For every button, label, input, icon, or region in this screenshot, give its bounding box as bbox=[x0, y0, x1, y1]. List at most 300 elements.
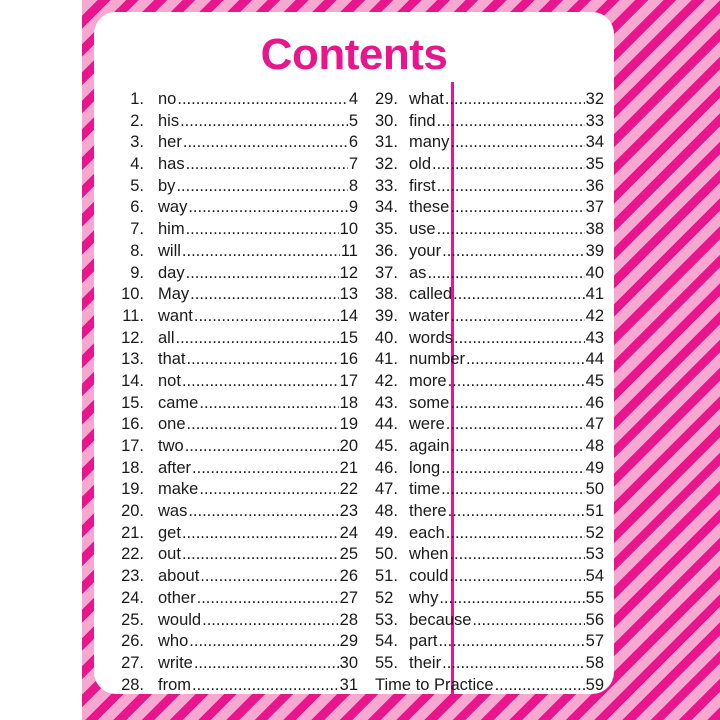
entry-number: 48. bbox=[375, 502, 398, 521]
dot-leader bbox=[442, 242, 585, 261]
entry-word: way bbox=[158, 198, 188, 217]
entry-page-number: 38 bbox=[585, 220, 604, 239]
entry-body bbox=[409, 372, 604, 391]
dot-leader bbox=[432, 155, 585, 174]
entry-body bbox=[158, 545, 358, 564]
entry-number: 12. bbox=[121, 328, 144, 347]
entry-page-number: 13 bbox=[339, 285, 358, 304]
contents-entry bbox=[94, 112, 364, 134]
entry-word: get bbox=[158, 523, 181, 542]
entry-number: 19. bbox=[121, 480, 144, 499]
entry-number: 52 bbox=[375, 588, 394, 607]
entry-body bbox=[158, 155, 358, 174]
dot-leader bbox=[442, 654, 585, 673]
dot-leader bbox=[199, 480, 338, 499]
entry-word: out bbox=[158, 545, 181, 564]
entry-number: 55. bbox=[375, 653, 398, 672]
entry-number: 11. bbox=[122, 306, 144, 325]
entry-page-number: 43 bbox=[585, 328, 604, 347]
entry-body bbox=[409, 567, 604, 586]
entry-word: one bbox=[158, 415, 186, 434]
entry-number: 49. bbox=[375, 523, 398, 542]
entry-page-number: 53 bbox=[585, 545, 604, 564]
contents-entry bbox=[375, 524, 606, 546]
entry-page-number: 54 bbox=[585, 567, 604, 586]
dot-leader bbox=[450, 198, 584, 217]
entry-number: 16. bbox=[121, 415, 144, 434]
dot-leader bbox=[446, 415, 585, 434]
entry-word: would bbox=[158, 610, 202, 629]
entry-number: 23. bbox=[121, 567, 144, 586]
entry-word: part bbox=[409, 632, 438, 651]
dot-leader bbox=[427, 264, 584, 283]
entry-number: 54. bbox=[375, 632, 398, 651]
contents-entry bbox=[94, 155, 364, 177]
dot-leader bbox=[450, 307, 584, 326]
contents-entry bbox=[94, 459, 364, 481]
entry-number: 47. bbox=[375, 480, 398, 499]
contents-entry bbox=[94, 415, 364, 437]
entry-word: him bbox=[158, 220, 185, 239]
entry-page-number: 42 bbox=[585, 306, 604, 325]
entry-body bbox=[158, 567, 358, 586]
dot-leader bbox=[194, 307, 339, 326]
contents-entry bbox=[375, 264, 606, 286]
entry-page-number: 10 bbox=[339, 220, 358, 239]
page-title: Contents bbox=[260, 30, 448, 79]
entry-number: 17. bbox=[121, 437, 144, 455]
contents-panel bbox=[94, 12, 614, 694]
entry-body bbox=[409, 264, 604, 283]
dot-leader bbox=[449, 567, 584, 586]
entry-word: find bbox=[409, 111, 436, 130]
entry-number: 41. bbox=[375, 350, 398, 369]
contents-entry bbox=[375, 220, 606, 242]
dot-leader bbox=[439, 589, 584, 608]
entry-body bbox=[409, 459, 604, 478]
entry-number: 45. bbox=[375, 437, 398, 455]
entry-word: other bbox=[158, 588, 196, 607]
entry-number: 50. bbox=[375, 545, 398, 564]
contents-entry-practice bbox=[375, 676, 606, 698]
entry-number: 22. bbox=[121, 545, 144, 564]
contents-entry bbox=[375, 611, 606, 633]
contents-entry bbox=[375, 502, 606, 524]
entry-page-number: 29 bbox=[339, 632, 358, 651]
contents-entry bbox=[94, 177, 364, 199]
entry-word: May bbox=[158, 285, 190, 304]
dot-leader bbox=[182, 372, 339, 391]
entry-word: use bbox=[409, 220, 436, 239]
contents-entry bbox=[94, 437, 364, 459]
entry-word: these bbox=[409, 198, 450, 217]
entry-word: some bbox=[409, 393, 450, 412]
entry-body bbox=[409, 198, 604, 217]
dot-leader bbox=[194, 654, 339, 673]
entry-page-number: 9 bbox=[348, 198, 358, 217]
contents-entry bbox=[94, 242, 364, 264]
entry-number: 37. bbox=[375, 263, 398, 282]
contents-entry bbox=[375, 285, 606, 307]
entry-page-number: 16 bbox=[339, 350, 358, 369]
entry-body bbox=[409, 329, 604, 348]
entry-body bbox=[409, 415, 604, 434]
entry-page-number: 52 bbox=[585, 523, 604, 542]
dot-leader bbox=[450, 133, 584, 152]
entry-word: that bbox=[158, 350, 186, 369]
contents-entry bbox=[94, 285, 364, 307]
entry-word: was bbox=[158, 502, 188, 521]
entry-body bbox=[158, 220, 358, 239]
entry-word: many bbox=[409, 133, 450, 152]
entry-page-number: 20 bbox=[339, 437, 358, 455]
entry-number: 30. bbox=[375, 111, 398, 130]
entry-word: more bbox=[409, 371, 447, 390]
entry-word: after bbox=[158, 458, 192, 477]
entry-body bbox=[409, 133, 604, 152]
contents-entry bbox=[94, 329, 364, 351]
entry-body bbox=[158, 307, 358, 326]
entry-number: 51. bbox=[375, 567, 398, 586]
dot-leader bbox=[190, 285, 338, 304]
entry-page-number: 12 bbox=[339, 263, 358, 282]
contents-entry bbox=[94, 524, 364, 546]
dot-leader bbox=[437, 220, 585, 239]
dot-leader bbox=[176, 329, 339, 348]
entry-body bbox=[409, 155, 604, 174]
entry-word: not bbox=[158, 371, 181, 390]
entry-number: 27. bbox=[121, 653, 144, 672]
entry-page-number: 28 bbox=[339, 610, 358, 629]
dot-leader bbox=[177, 90, 347, 109]
dot-leader bbox=[449, 545, 584, 564]
entry-body bbox=[158, 437, 358, 456]
entry-number: 2. bbox=[130, 111, 144, 130]
entry-body bbox=[158, 502, 358, 521]
entry-number: 25. bbox=[121, 610, 144, 629]
entry-number: 4. bbox=[130, 155, 144, 174]
contents-entry bbox=[94, 632, 364, 654]
contents-entry bbox=[375, 589, 606, 611]
dot-leader bbox=[182, 524, 339, 543]
entry-word: as bbox=[409, 263, 427, 282]
entry-page-number: 33 bbox=[585, 111, 604, 130]
dot-leader bbox=[437, 112, 585, 131]
entry-body bbox=[158, 242, 358, 261]
contents-entry bbox=[375, 133, 606, 155]
entry-body bbox=[158, 372, 358, 391]
entry-number: 20. bbox=[121, 502, 144, 521]
entry-page-number: 50 bbox=[585, 480, 604, 499]
dot-leader bbox=[188, 502, 338, 521]
entry-body bbox=[409, 112, 604, 131]
contents-entry bbox=[375, 567, 606, 589]
practice-label: Time to Practice bbox=[375, 675, 494, 694]
entry-number: 53. bbox=[375, 610, 398, 629]
contents-entry bbox=[94, 394, 364, 416]
dot-leader bbox=[495, 676, 585, 695]
entry-word: were bbox=[409, 415, 445, 434]
entry-page-number: 36 bbox=[585, 176, 604, 195]
contents-entry bbox=[375, 632, 606, 654]
entry-page-number: 32 bbox=[585, 90, 604, 108]
entry-body bbox=[158, 350, 358, 369]
practice-page-number: 59 bbox=[585, 675, 604, 694]
dot-leader bbox=[183, 133, 348, 152]
entry-page-number: 47 bbox=[585, 415, 604, 434]
entry-word: two bbox=[158, 437, 184, 455]
entry-number: 26. bbox=[121, 632, 144, 651]
entry-number: 14. bbox=[121, 371, 144, 390]
entry-body bbox=[409, 90, 604, 109]
entry-word: why bbox=[409, 588, 439, 607]
entry-page-number: 24 bbox=[339, 523, 358, 542]
dot-leader bbox=[450, 394, 584, 413]
entry-number: 1. bbox=[130, 90, 144, 108]
contents-entry bbox=[375, 350, 606, 372]
contents-entry bbox=[375, 242, 606, 264]
contents-entry bbox=[94, 90, 364, 112]
dot-leader bbox=[200, 567, 338, 586]
entry-page-number: 49 bbox=[585, 458, 604, 477]
entry-word: could bbox=[409, 567, 449, 586]
dot-leader bbox=[448, 372, 585, 391]
contents-column-right bbox=[375, 90, 606, 697]
dot-leader bbox=[182, 242, 340, 261]
dot-leader bbox=[441, 480, 584, 499]
entry-word: will bbox=[158, 241, 181, 260]
contents-entry bbox=[375, 155, 606, 177]
dot-leader bbox=[187, 350, 339, 369]
entry-body bbox=[375, 676, 604, 695]
entry-page-number: 23 bbox=[339, 502, 358, 521]
contents-entry bbox=[94, 198, 364, 220]
entry-body bbox=[158, 459, 358, 478]
contents-column-left bbox=[94, 90, 364, 697]
entry-body bbox=[158, 112, 358, 131]
dot-leader bbox=[189, 632, 338, 651]
contents-entry bbox=[375, 307, 606, 329]
entry-body bbox=[158, 329, 358, 348]
entry-page-number: 26 bbox=[339, 567, 358, 586]
entry-body bbox=[409, 242, 604, 261]
entry-number: 35. bbox=[375, 220, 398, 239]
dot-leader bbox=[445, 90, 585, 109]
entry-number: 9. bbox=[130, 263, 144, 282]
entry-body bbox=[409, 545, 604, 564]
contents-entry bbox=[94, 502, 364, 524]
entry-number: 38. bbox=[375, 285, 398, 304]
entry-page-number: 22 bbox=[339, 480, 358, 499]
contents-entry bbox=[375, 480, 606, 502]
dot-leader bbox=[466, 350, 585, 369]
dot-leader bbox=[182, 545, 339, 564]
entry-body bbox=[158, 654, 358, 673]
entry-word: long bbox=[409, 458, 441, 477]
entry-word: first bbox=[409, 176, 436, 195]
entry-body bbox=[158, 90, 358, 109]
contents-entry bbox=[94, 589, 364, 611]
entry-number: 7. bbox=[130, 220, 144, 239]
entry-page-number: 35 bbox=[585, 155, 604, 174]
dot-leader bbox=[437, 177, 585, 196]
entry-number: 24. bbox=[121, 588, 144, 607]
entry-body bbox=[409, 177, 604, 196]
entry-body bbox=[409, 654, 604, 673]
entry-word: each bbox=[409, 523, 445, 542]
entry-page-number: 39 bbox=[585, 241, 604, 260]
entry-body bbox=[409, 350, 604, 369]
entry-page-number: 40 bbox=[585, 263, 604, 282]
entry-body bbox=[409, 502, 604, 521]
entry-page-number: 45 bbox=[585, 371, 604, 390]
entry-number: 31. bbox=[375, 133, 398, 152]
entry-word: no bbox=[158, 90, 177, 108]
entry-page-number: 14 bbox=[339, 306, 358, 325]
entry-number: 15. bbox=[121, 393, 144, 412]
dot-leader bbox=[438, 632, 584, 651]
contents-entry bbox=[375, 329, 606, 351]
contents-entry bbox=[375, 415, 606, 437]
dot-leader bbox=[199, 394, 338, 413]
entry-word: about bbox=[158, 567, 200, 586]
entry-number: 33. bbox=[375, 176, 398, 195]
dot-leader bbox=[202, 611, 339, 630]
dot-leader bbox=[454, 329, 585, 348]
contents-entry bbox=[94, 480, 364, 502]
entry-word: write bbox=[158, 653, 193, 672]
entry-page-number: 31 bbox=[339, 675, 358, 694]
entry-body bbox=[409, 437, 604, 456]
entry-word: water bbox=[409, 306, 450, 325]
dot-leader bbox=[187, 415, 339, 434]
entry-word: what bbox=[409, 90, 444, 108]
dot-leader bbox=[441, 459, 584, 478]
entry-page-number: 27 bbox=[339, 588, 358, 607]
dot-leader bbox=[188, 198, 347, 217]
dot-leader bbox=[453, 285, 585, 304]
entry-word: old bbox=[409, 155, 432, 174]
entry-word: time bbox=[409, 480, 441, 499]
entry-page-number: 7 bbox=[348, 155, 358, 174]
entry-number: 34. bbox=[375, 198, 398, 217]
entry-page-number: 19 bbox=[339, 415, 358, 434]
entry-word: his bbox=[158, 111, 180, 130]
entry-body bbox=[409, 307, 604, 326]
entry-word: their bbox=[409, 653, 442, 672]
entry-word: number bbox=[409, 350, 465, 369]
entry-word: your bbox=[409, 241, 442, 260]
contents-entry bbox=[94, 220, 364, 242]
dot-leader bbox=[186, 155, 348, 174]
dot-leader bbox=[176, 177, 347, 196]
dot-leader bbox=[186, 264, 339, 283]
entry-number: 8. bbox=[130, 241, 144, 260]
entry-body bbox=[409, 611, 604, 630]
contents-entry bbox=[94, 545, 364, 567]
entry-page-number: 44 bbox=[585, 350, 604, 369]
entry-page-number: 18 bbox=[339, 393, 358, 412]
entry-body bbox=[158, 177, 358, 196]
contents-entry bbox=[375, 437, 606, 459]
dot-leader bbox=[446, 524, 585, 543]
entry-number: 10. bbox=[121, 285, 144, 304]
entry-word: her bbox=[158, 133, 182, 152]
dot-leader bbox=[197, 589, 339, 608]
entry-page-number: 57 bbox=[585, 632, 604, 651]
dot-leader bbox=[192, 459, 339, 478]
entry-page-number: 25 bbox=[339, 545, 358, 564]
entry-body bbox=[158, 611, 358, 630]
entry-number: 40. bbox=[375, 328, 398, 347]
entry-number: 21. bbox=[121, 523, 144, 542]
entry-number: 42. bbox=[375, 371, 398, 390]
entry-page-number: 6 bbox=[348, 133, 358, 152]
contents-entry bbox=[94, 133, 364, 155]
entry-body bbox=[409, 220, 604, 239]
entry-body bbox=[158, 198, 358, 217]
entry-body bbox=[409, 632, 604, 651]
entry-page-number: 48 bbox=[585, 437, 604, 455]
entry-page-number: 8 bbox=[348, 176, 358, 195]
entry-page-number: 56 bbox=[585, 610, 604, 629]
contents-entry bbox=[375, 372, 606, 394]
entry-number: 3. bbox=[130, 133, 144, 152]
entry-page-number: 17 bbox=[339, 371, 358, 390]
entry-page-number: 58 bbox=[585, 653, 604, 672]
entry-word: by bbox=[158, 176, 176, 195]
contents-entry bbox=[94, 611, 364, 633]
dot-leader bbox=[448, 502, 585, 521]
entry-page-number: 4 bbox=[348, 90, 358, 108]
contents-entry bbox=[94, 676, 364, 698]
entry-body bbox=[158, 415, 358, 434]
entry-number: 43. bbox=[375, 393, 398, 412]
contents-entry bbox=[375, 112, 606, 134]
entry-number: 32. bbox=[375, 155, 398, 174]
entry-word: make bbox=[158, 480, 199, 499]
dot-leader bbox=[180, 112, 348, 131]
contents-entry bbox=[94, 654, 364, 676]
entry-number: 29. bbox=[375, 90, 398, 108]
entry-number: 46. bbox=[375, 458, 398, 477]
entry-page-number: 55 bbox=[585, 588, 604, 607]
entry-body bbox=[158, 632, 358, 651]
entry-word: when bbox=[409, 545, 449, 564]
entry-number: 28. bbox=[121, 675, 144, 694]
entry-body bbox=[409, 285, 604, 304]
contents-entry bbox=[94, 350, 364, 372]
entry-number: 18. bbox=[121, 458, 144, 477]
entry-word: has bbox=[158, 155, 185, 174]
entry-word: because bbox=[409, 610, 472, 629]
entry-number: 5. bbox=[130, 176, 144, 195]
entry-body bbox=[409, 589, 604, 608]
entry-word: who bbox=[158, 632, 189, 651]
dot-leader bbox=[472, 611, 584, 630]
entry-page-number: 41 bbox=[585, 285, 604, 304]
entry-word: want bbox=[158, 306, 193, 325]
entry-body bbox=[158, 264, 358, 283]
entry-body bbox=[158, 285, 358, 304]
contents-entry bbox=[375, 654, 606, 676]
dot-leader bbox=[186, 220, 339, 239]
entry-page-number: 46 bbox=[585, 393, 604, 412]
dot-leader bbox=[185, 437, 339, 456]
entry-word: all bbox=[158, 328, 175, 347]
contents-entry bbox=[375, 394, 606, 416]
contents-entry bbox=[375, 177, 606, 199]
